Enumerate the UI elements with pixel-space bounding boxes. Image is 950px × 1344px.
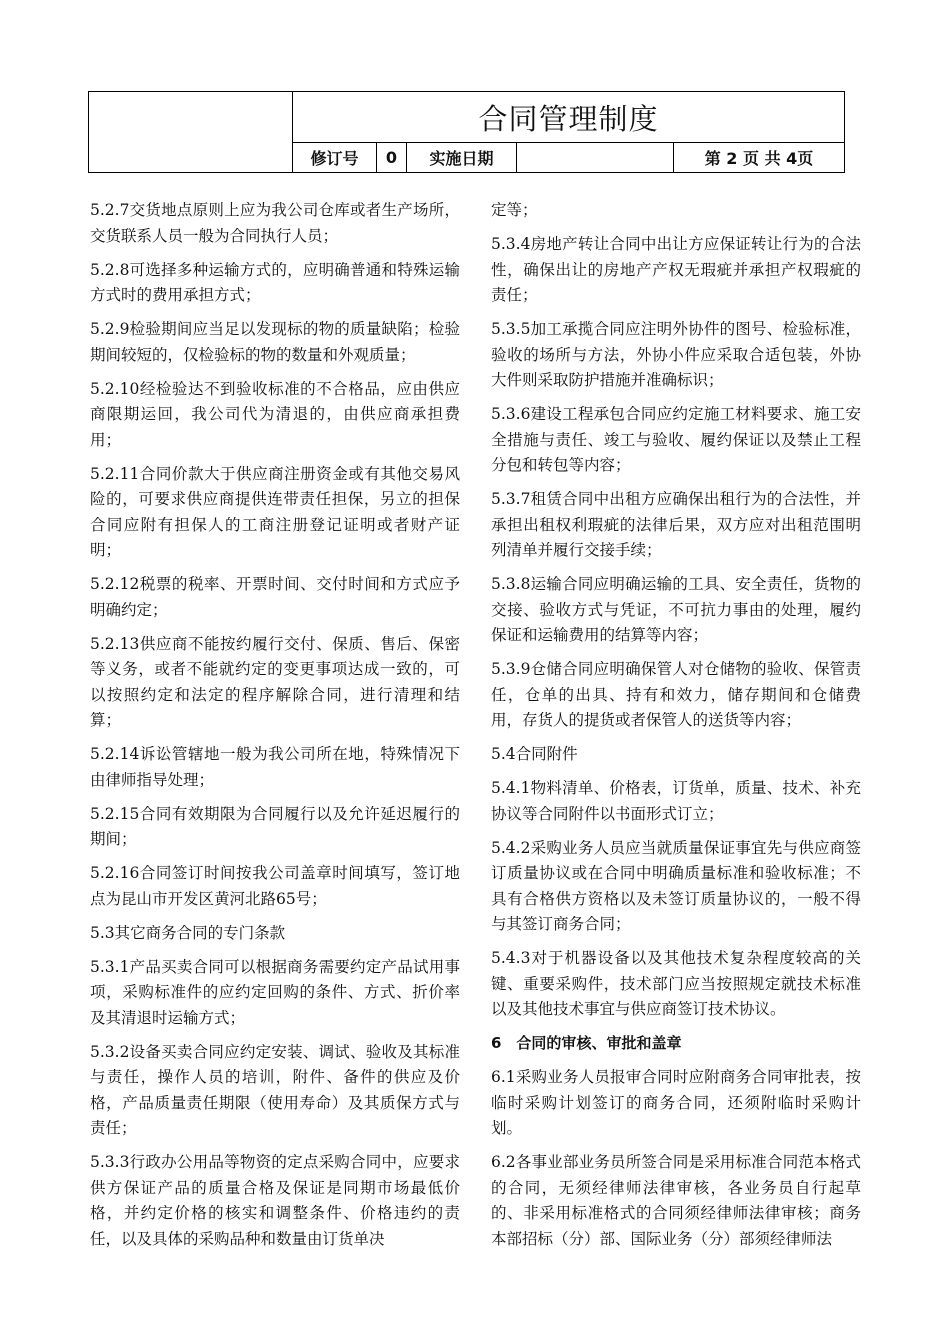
clause-5-2-13: 5.2.13供应商不能按约履行交付、保质、售后、保密等义务，或者不能就约定的变更事项达成一致的，可以按照约定和法定的程序解除合同，进行清理和结算； — [90, 634, 460, 729]
right-column — [491, 198, 861, 1261]
page-info: 第 2 页 共 4页 — [704, 149, 814, 168]
revision-label: 修订号 — [293, 143, 377, 172]
clause-6-1: 6.1采购业务人员报审合同时应附商务合同审批表，按临时采购计划签订的商务合同，还须附临时采购计划。 — [491, 1068, 861, 1137]
logo-cell — [89, 92, 293, 172]
clause-5-2-7: 5.2.7交货地点原则上应为我公司仓库或者生产场所，交货联系人员一般为合同执行人员； — [90, 201, 460, 245]
date-value — [517, 143, 674, 172]
header-info-row — [293, 143, 844, 172]
date-label: 实施日期 — [407, 143, 517, 172]
clause-6-2: 6.2各事业部业务员所签合同是采用标准合同范本格式的合同，无须经律师法律审核，各业务员自行起草的、非采用标准格式的合同须经律师法律审核；商务本部招标（分）部、国际业务（分）部须经律师法 — [491, 1153, 861, 1248]
clause-5-3-4: 5.3.4房地产转让合同中出让方应保证转让行为的合法性，确保出让的房地产产权无瑕疵并承担产权瑕疵的责任； — [491, 235, 861, 304]
clause-5-3-3-continued: 定等； — [491, 201, 538, 219]
clause-5-2-11: 5.2.11合同价款大于供应商注册资金或有其他交易风险的，可要求供应商提供连带责任担保，另立的担保合同应附有担保人的工商注册登记证明或者财产证明； — [90, 464, 460, 559]
clause-5-3-6: 5.3.6建设工程承包合同应约定施工材料要求、施工安全措施与责任、竣工与验收、履约保证以及禁止工程分包和转包等内容； — [491, 405, 861, 474]
clause-5-4-3: 5.4.3对于机器设备以及其他技术复杂程度较高的关键、重要采购件，技术部门应当按照规定就技术标准以及其他技术事宜与供应商签订技术协议。 — [491, 949, 861, 1018]
revision-value: 0 — [377, 143, 407, 172]
clause-5-3-9: 5.3.9仓储合同应明确保管人对仓储物的验收、保管责任，仓单的出具、持有和效力，储存期间和仓储费用，存货人的提货或者保管人的送货等内容； — [491, 660, 861, 729]
title-cell — [293, 92, 844, 143]
clause-5-3-8: 5.3.8运输合同应明确运输的工具、安全责任，货物的交接、验收方式与凭证，不可抗力事由的处理，履约保证和运输费用的结算等内容； — [491, 575, 861, 644]
section-5-3-heading: 5.3其它商务合同的专门条款 — [90, 923, 286, 942]
clause-5-4-1: 5.4.1物料清单、价格表，订货单，质量、技术、补充协议等合同附件以书面形式订立； — [491, 779, 861, 823]
clause-5-4-2: 5.4.2采购业务人员应当就质量保证事宜先与供应商签订质量协议或在合同中明确质量标准和验收标准；不具有合格供方资格以及未签订质量协议的，一般不得与其签订商务合同； — [491, 838, 861, 933]
clause-5-2-10: 5.2.10经检验达不到验收标准的不合格品，应由供应商限期运回，我公司代为清退的，由供应商承担费用； — [90, 379, 460, 449]
clause-5-3-7: 5.3.7租赁合同中出租方应确保出租行为的合法性，并承担出租权利瑕疵的法律后果，双方应对出租范围明列清单并履行交接手续； — [491, 490, 861, 559]
clause-5-2-15: 5.2.15合同有效期限为合同履行以及允许延迟履行的期间； — [90, 804, 460, 848]
clause-5-2-16: 5.2.16合同签订时间按我公司盖章时间填写，签订地点为昆山市开发区黄河北路65号； — [90, 864, 460, 908]
clause-5-3-5: 5.3.5加工承揽合同应注明外协件的图号、检验标准，验收的场所与方法，外协小件应采取合适包装，外协大件则采取防护措施并准确标识； — [491, 320, 861, 389]
clause-5-2-8: 5.2.8可选择多种运输方式的，应明确普通和特殊运输方式时的费用承担方式； — [90, 260, 460, 304]
document-title: 合同管理制度 — [478, 101, 659, 136]
left-column — [90, 198, 460, 1261]
clause-5-2-12: 5.2.12税票的税率、开票时间、交付时间和方式应予明确约定； — [90, 575, 460, 619]
clause-5-3-2: 5.3.2设备买卖合同应约定安装、调试、验收及其标准与责任，操作人员的培训，附件、备件的供应及价格，产品质量责任期限（使用寿命）及其质保方式与责任； — [90, 1042, 460, 1137]
document-header-table — [88, 91, 845, 173]
clause-5-2-14: 5.2.14诉讼管辖地一般为我公司所在地，特殊情况下由律师指导处理； — [90, 745, 460, 789]
clause-5-3-3: 5.3.3行政办公用品等物资的定点采购合同中，应要求供方保证产品的质量合格及保证是同期市场最低价格，并约定价格的核实和调整条件、价格违约的责任，以及具体的采购品种和数量由订货单决 — [90, 1153, 460, 1248]
section-5-4-heading: 5.4合同附件 — [491, 745, 578, 763]
section-6-heading: 6 合同的审核、审批和盖章 — [491, 1034, 682, 1052]
clause-5-2-9: 5.2.9检验期间应当足以发现标的物的质量缺陷；检验期间较短的，仅检验标的物的数量和外观质量； — [90, 320, 460, 364]
clause-5-3-1: 5.3.1产品买卖合同可以根据商务需要约定产品试用事项，采购标准件的应约定回购的条件、方式、折价率及其清退时运输方式； — [90, 957, 460, 1027]
